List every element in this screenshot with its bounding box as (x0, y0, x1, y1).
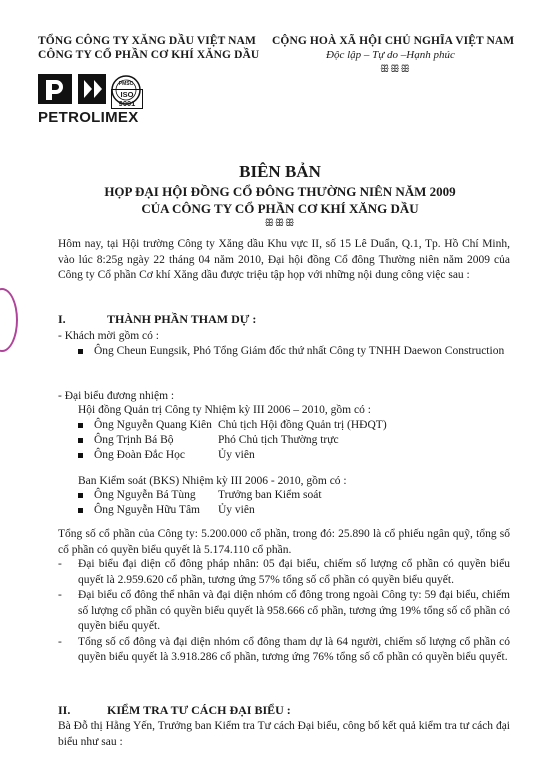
list-item (58, 588, 510, 635)
list-item (58, 557, 510, 588)
dash-marker: - (58, 558, 62, 570)
document-subtitle-line1: HỌP ĐẠI HỘI ĐỒNG CỔ ĐÔNG THƯỜNG NIÊN NĂM 2009 (104, 184, 456, 199)
shares-total: Tổng số cổ phần của Công ty: 5.200.000 cổ phần, trong đó: 25.890 là cổ phiếu ngân quỹ, tổng số cổ phần có quyền biểu quyết là 5.174.110 cổ phần. (58, 528, 510, 556)
member-name: Ông Nguyễn Hữu Tâm (94, 504, 200, 516)
section2-text: Bà Đỗ thị Hằng Yến, Trưởng ban Kiểm tra Tư cách Đại biểu, công bố kết quả kiểm tra tư cách đại biểu như sau : (58, 720, 510, 748)
guest-text: Ông Cheun Eungsik, Phó Tổng Giám đốc thứ nhất Công ty TNHH Daewon Construction (94, 345, 505, 357)
nation-name: CỘNG HOÀ XÃ HỘI CHỦ NGHĨA VIỆT NAM (272, 35, 515, 47)
stamp-seal-icon (0, 288, 18, 352)
bullet-square-icon (78, 438, 83, 443)
company-logo (38, 72, 148, 130)
intro-paragraph: Hôm nay, tại Hội trường Công ty Xăng dầu Khu vực II, số 15 Lê Duẩn, Q.1, Tp. Hồ Chí Minh, vào lúc 8:25g ngày 22 tháng 04 năm 2010, Đại hội đồng Cổ đông Thường niên năm 2009 của Công ty Cổ phần Cơ khí Xăng dầu được triệu tập họp với những nội dung công việc sau : (58, 238, 510, 281)
member-role: Chủ tịch Hội đồng Quản trị (HĐQT) (218, 419, 387, 431)
section2-title: KIỂM TRA TƯ CÁCH ĐẠI BIỂU : (107, 703, 291, 717)
list-item (58, 635, 510, 666)
bullet-square-icon (78, 508, 83, 513)
guests-label: - Khách mời gồm có : (58, 330, 159, 342)
board-label: Hội đồng Quản trị Công ty Nhiệm kỳ III 2006 – 2010, gồm có : (78, 404, 371, 416)
pmsc-badge-label: PMSC (118, 81, 134, 87)
document-title: BIÊN BẢN (239, 162, 321, 181)
org-name-line1: TỔNG CÔNG TY XĂNG DẦU VIỆT NAM (38, 35, 256, 47)
guest-item (78, 344, 510, 360)
dash-marker: - (58, 635, 62, 648)
iso-badge-label: ISO 9001 (111, 89, 143, 109)
table-row (78, 433, 387, 448)
control-members-table (78, 488, 322, 518)
bullet-square-icon (78, 453, 83, 458)
list-item-text: Tổng số cổ đông và đại diện nhóm cổ đông tham dự là 64 người, chiếm số lượng cổ phần có quyền biểu quyết là 3.918.286 cổ phần, tương ứng 76% tổng số cổ phần có quyền biểu quyết. (78, 635, 510, 663)
org-name-line2: CÔNG TY CỔ PHẦN CƠ KHÍ XĂNG DẦU (38, 49, 260, 61)
member-role: Trưởng ban Kiểm soát (218, 489, 322, 501)
member-name: Ông Trịnh Bá Bộ (94, 434, 174, 446)
dash-marker: - (58, 589, 62, 601)
delegate-stats-list (58, 557, 510, 666)
member-role: Phó Chủ tịch Thường trực (218, 434, 339, 446)
header-ornament: ꕥꕥꕥ (380, 64, 411, 75)
table-row (78, 488, 322, 503)
control-board-label: Ban Kiểm soát (BKS) Nhiệm kỳ III 2006 - 2010, gồm có : (78, 475, 347, 487)
title-ornament: ꕥꕥꕥ (264, 218, 296, 229)
list-item-text: Đại biểu đại diện cổ đông pháp nhân: 05 đại biểu, chiếm số lượng cổ phần có quyền biểu quyết là 2.959.620 cổ phần, tương ứng 57% tổng số cổ phần có quyền biểu quyết. (78, 558, 510, 586)
member-name: Ông Đoàn Đắc Học (94, 449, 186, 461)
board-members-table (78, 418, 387, 463)
list-item-text: Đại biểu cổ đông thể nhân và đại diện nhóm cổ đông trong ngoài Công ty: 59 đại biểu, chiếm số lượng cổ phần có quyền biểu quyết là 958.666 cổ phần, tương ứng 19% tổng số cổ phần có quyền biểu quyết. (78, 589, 510, 632)
document-subtitle-line2: CỦA CÔNG TY CỔ PHẦN CƠ KHÍ XĂNG DẦU (141, 201, 419, 216)
bullet-square-icon (78, 349, 83, 354)
bullet-square-icon (78, 493, 83, 498)
national-motto: Độc lập – Tự do –Hạnh phúc (326, 49, 455, 61)
section1-number: I. (58, 312, 66, 326)
table-row (78, 503, 322, 518)
section2-number: II. (58, 703, 71, 717)
member-role: Ủy viên (218, 449, 255, 461)
member-name: Ông Nguyễn Quang Kiên (94, 419, 212, 431)
member-name: Ông Nguyễn Bá Tùng (94, 489, 196, 501)
table-row (78, 448, 387, 463)
delegates-label: - Đại biểu đương nhiệm : (58, 390, 175, 402)
section1-title: THÀNH PHẦN THAM DỰ : (107, 312, 257, 326)
member-role: Ủy viên (218, 504, 255, 516)
brand-wordmark: PETROLIMEX (38, 109, 139, 126)
bullet-square-icon (78, 423, 83, 428)
table-row (78, 418, 387, 433)
